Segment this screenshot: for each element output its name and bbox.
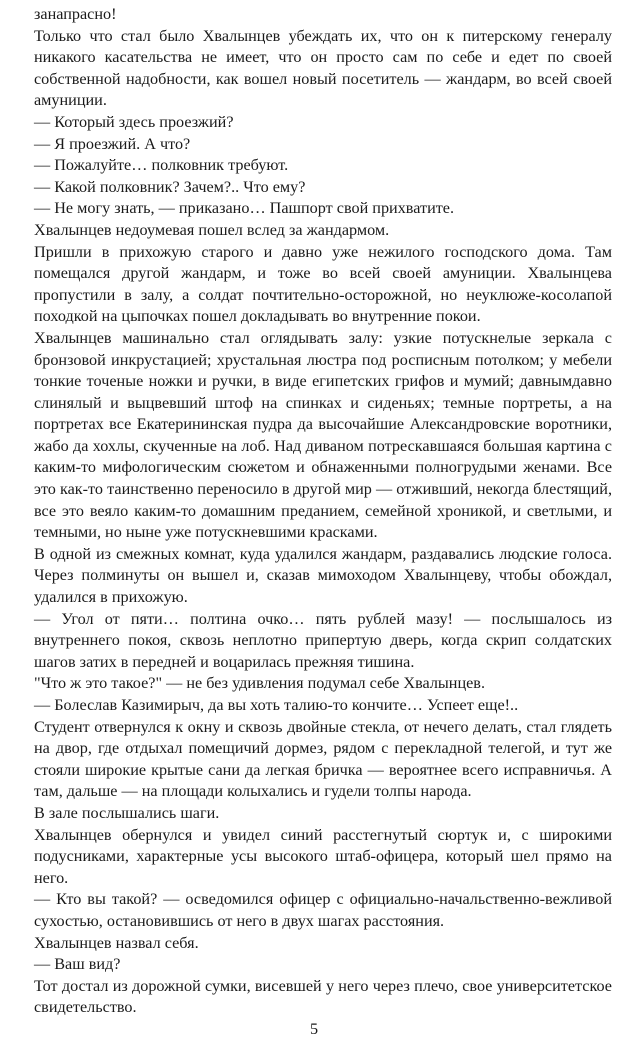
- dialogue-line: — Какой полковник? Зачем?.. Что ему?: [34, 177, 306, 196]
- dialogue-line: — Угол от пяти… полтина очко… пять рублей мазу! — послышалось из внутреннего покоя, сквозь неплотно припертую дверь, когда скрип солдатских шагов затих в передней и воцарилась прежняя тишина.: [34, 609, 612, 671]
- paragraph: Хвалынцев обернулся и увидел синий расстегнутый сюртук и, с широкими подусниками, характерные усы высокого штаб-офицера, который шел прямо на него.: [34, 825, 612, 887]
- paragraph: Студент отвернулся к окну и сквозь двойные стекла, от нечего делать, стал глядеть на двор, где отдыхал помещичий дормез, рядом с перекладной телегой, и тут же стояли широкие крытые сани да легкая бричка — вероятнее всего исправничья. А там, дальше — на площади колыхались и гудели толпы народа.: [34, 717, 612, 801]
- paragraph: Тот достал из дорожной сумки, висевшей у него через плечо, свое университетское свидетельство.: [34, 976, 612, 1017]
- paragraph: В зале послышались шаги.: [34, 803, 220, 822]
- dialogue-line: — Ваш вид?: [34, 955, 121, 974]
- paragraph: Хвалынцев недоумевая пошел вслед за жандармом.: [34, 220, 390, 239]
- paragraph: Пришли в прихожую старого и давно уже нежилого господского дома. Там помещался другой жандарм, и тоже во всей своей амуниции. Хвалынцева пропустили в залу, а солдат почтительно-осторожной, но неуклюже-косолапой походкой на цыпочках пошел докладывать во внутренние покои.: [34, 242, 612, 326]
- dialogue-line: — Я проезжий. А что?: [34, 134, 191, 153]
- paragraph: Только что стал было Хвалынцев убеждать их, что он к питерскому генералу никакого касательства не имеет, что он просто сам по себе и едет по своей собственной надобности, как вошел новый посетитель — жандарм, во всей своей амуниции.: [34, 26, 612, 110]
- dialogue-line: — Не могу знать, — приказано… Пашпорт свой прихватите.: [34, 199, 455, 218]
- paragraph: Хвалынцев назвал себя.: [34, 933, 199, 952]
- dialogue-line: — Болеслав Казимирыч, да вы хоть талию-то кончите… Успеет еще!..: [34, 696, 519, 714]
- paragraph: В одной из смежных комнат, куда удалился жандарм, раздавались людские голоса. Через полминуты он вышел и, сказав мимоходом Хвалынцеву, чтобы обождал, удалился в прихожую.: [34, 544, 612, 607]
- paragraph: Хвалынцев машинально стал оглядывать залу: узкие потускнелые зеркала с бронзовой инкрустацией; хрустальная люстра под росписным потолком; у мебели тонкие точеные ножки и ручки, в виде египетских грифов и мумий; давнымдавно слинялый и выцвевший штоф на спинках и сиденьях; темные портреты, а на портретах все Екатерининская пудра да высочайшие Александровские воротники, жабо да хохлы, скученные на лоб. Над диваном потрескавшаяся большая картина с каким-то мифологическим сюжетом и обнаженными полногрудыми женами. Все это как-то таинственно переносило в другой мир — отживший, некогда блестящий, все это веяло каким-то домашним преданием, семейной хроникой, и светлыми, и темными, но ныне уже потускневшими красками.: [34, 328, 612, 542]
- dialogue-line: — Который здесь проезжий?: [34, 112, 234, 131]
- dialogue-line: — Пожалуйте… полковник требуют.: [34, 156, 289, 175]
- dialogue-line: — Кто вы такой? — осведомился офицер с официально-начальственно-вежливой сухостью, остановившись от него в двух шагах расстояния.: [34, 890, 612, 930]
- book-page: [34, 4, 612, 1019]
- text-line: занапрасно!: [34, 5, 117, 23]
- page-number: 5: [309, 1020, 319, 1038]
- paragraph: "Что ж это такое?" — не без удивления подумал себе Хвалынцев.: [34, 674, 485, 693]
